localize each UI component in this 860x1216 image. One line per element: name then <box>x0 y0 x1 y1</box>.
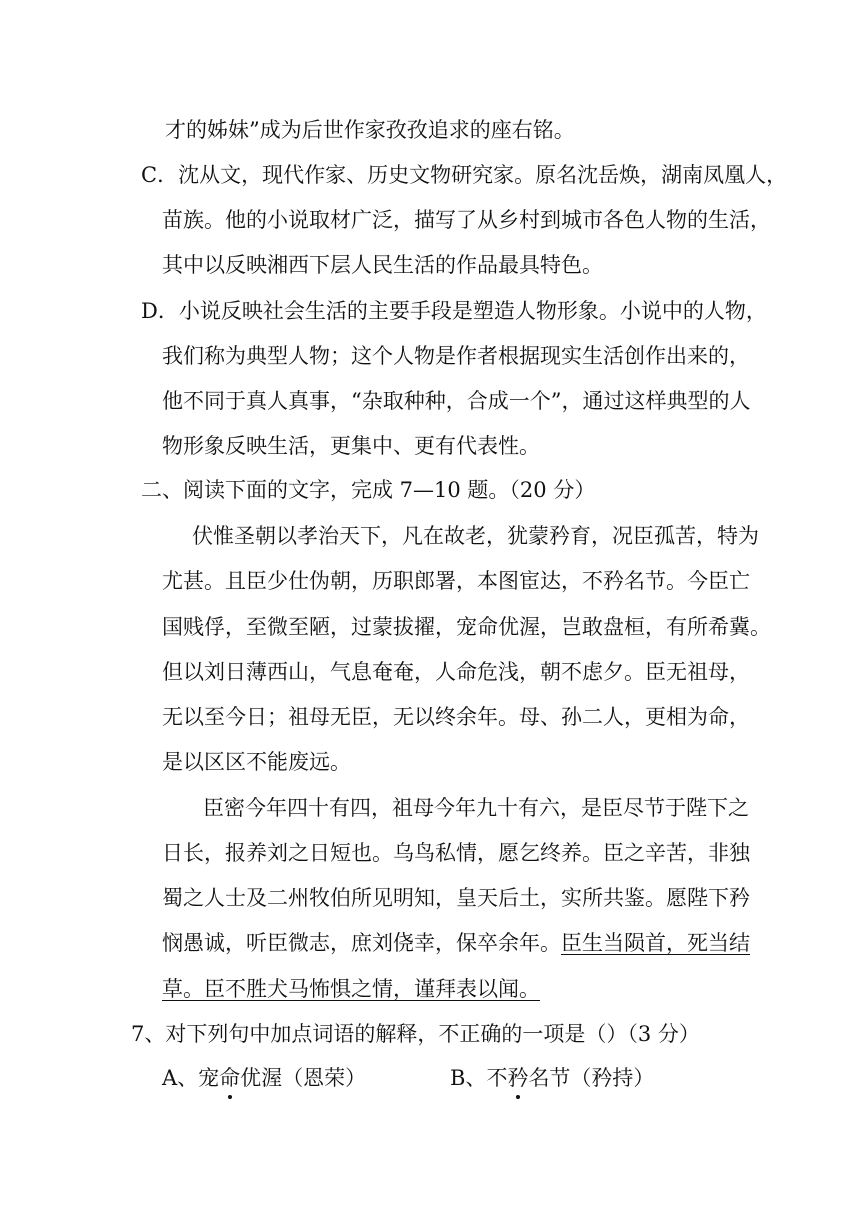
passage-line: 国贱俘，至微至陋，过蒙拔擢，宠命优渥，岂敢盘桓，有所希冀。 <box>162 615 771 639</box>
option-text: 名节（矜持） <box>528 1066 655 1090</box>
passage-line: 但以刘日薄西山，气息奄奄，人命危浅，朝不虑夕。臣无祖母， <box>162 660 750 684</box>
option-text: 不 <box>486 1066 508 1090</box>
dotted-character: 命 <box>219 1066 241 1090</box>
option-label: B、 <box>450 1066 487 1090</box>
answer-option-b <box>450 1064 654 1092</box>
passage-line: 蜀之人士及二州牧伯所见明知，皇天后土，实所共鉴。愿陛下矜 <box>162 886 750 910</box>
passage-line <box>162 929 750 957</box>
passage-line: 尤甚。且臣少仕伪朝，历职郎署，本图宦达，不矜名节。今臣亡 <box>162 569 750 593</box>
option-c-line: 苗族。他的小说取材广泛，描写了从乡村到城市各色人物的生活， <box>162 208 771 232</box>
question-7: 7、对下列句中加点词语的解释，不正确的一项是（）（3 分） <box>131 1022 700 1046</box>
passage-line <box>162 975 540 1003</box>
dotted-character: 矜 <box>507 1066 529 1090</box>
option-d-line: 物形象反映生活，更集中、更有代表性。 <box>162 434 540 458</box>
passage-line: 伏惟圣朝以孝治天下，凡在故老，犹蒙矜育，况臣孤苦，特为 <box>192 524 759 548</box>
passage-line: 无以至今日；祖母无臣，无以终余年。母、孙二人，更相为命， <box>162 705 750 729</box>
underlined-text: 臣生当陨首，死当结 <box>561 931 750 955</box>
option-c-line: 其中以反映湘西下层人民生活的作品最具特色。 <box>162 253 603 277</box>
option-d-line: 他不同于真人真事，“杂取种种，合成一个”，通过这样典型的人 <box>162 389 751 413</box>
passage-line: 日长，报养刘之日短也。乌鸟私情，愿乞终养。臣之辛苦，非独 <box>162 841 750 865</box>
text-line: 才的姊妹”成为后世作家孜孜追求的座右铭。 <box>165 118 575 142</box>
passage-text: 悯愚诚，听臣微志，庶刘侥幸，保卒余年。 <box>162 931 561 955</box>
option-c-line: C．沈从文，现代作家、历史文物研究家。原名沈岳焕，湖南凤凰人， <box>141 163 788 187</box>
option-d-line: D．小说反映社会生活的主要手段是塑造人物形象。小说中的人物， <box>141 299 767 323</box>
option-d-line: 我们称为典型人物；这个人物是作者根据现实生活创作出来的， <box>162 344 750 368</box>
section-heading: 二、阅读下面的文字，完成 7—10 题。（20 分） <box>141 478 596 502</box>
option-text: 优渥（恩荣） <box>240 1066 367 1090</box>
answer-option-a <box>162 1064 366 1092</box>
passage-line: 是以区区不能废远。 <box>162 750 351 774</box>
option-text: 宠 <box>198 1066 220 1090</box>
passage-line: 臣密今年四十有四，祖母今年九十有六，是臣尽节于陛下之 <box>203 796 749 820</box>
underlined-text: 草。臣不胜犬马怖惧之情，谨拜表以闻。 <box>162 977 540 1001</box>
option-label: A、 <box>162 1066 199 1090</box>
